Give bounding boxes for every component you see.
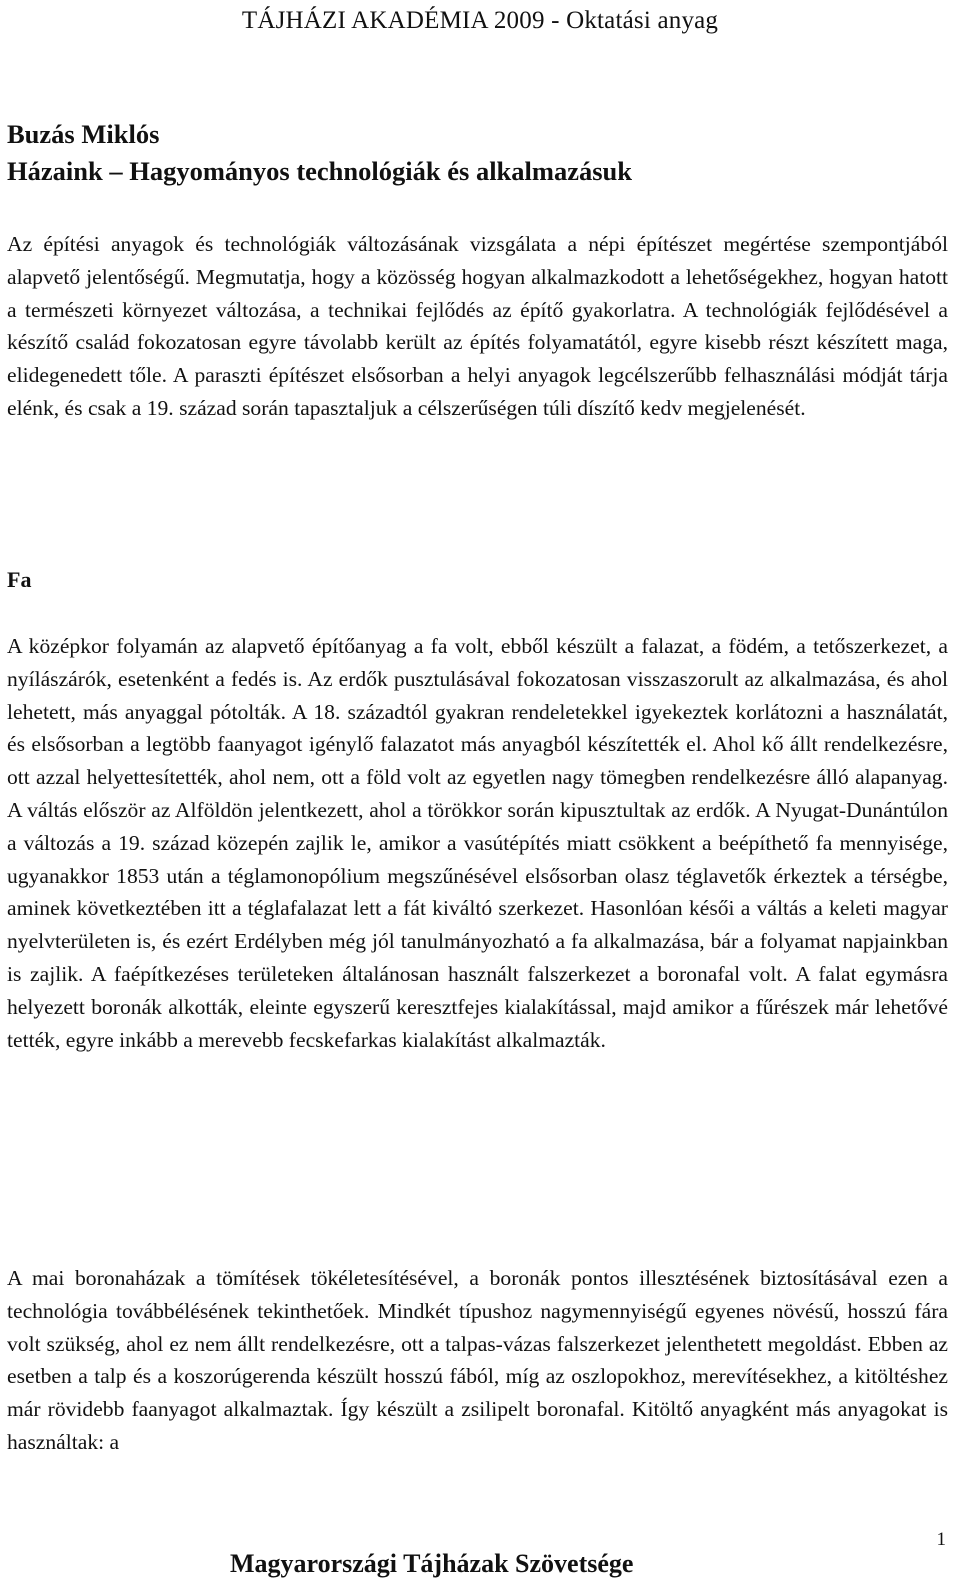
page-number: 1 (936, 1529, 946, 1550)
author-name: Buzás Miklós (7, 119, 160, 149)
section-heading-fa: Fa (7, 567, 32, 592)
footer-organization: Magyarországi Tájházak Szövetsége (230, 1549, 634, 1578)
article-title-block (7, 116, 951, 190)
intro-paragraph: Az építési anyagok és technológiák változásának vizsgálata a népi építészet megértése szempontjából alapvető jelentőségű. Megmutatja, hogy a közösség hogyan alkalmazkodott a lehetőségekhez, hogyan hatott a természeti környezet változása, a technikai fejlődés az építő gyakorlatra. A technológiák fejlődésével a készítő család fokozatosan egyre távolabb került az építés folyamatától, egyre kisebb részt készített maga, elidegenedett tőle. A paraszti építészet elsősorban a helyi anyagok legcélszerűbb felhasználási módját tárja elénk, és csak a 19. század során tapasztaljuk a célszerűségen túli díszítő kedv megjelenését. (7, 232, 948, 420)
article-title: Házaink – Hagyományos technológiák és alkalmazásuk (7, 156, 633, 186)
running-header: TÁJHÁZI AKADÉMIA 2009 - Oktatási anyag (241, 7, 719, 34)
paragraph-boronahazak: A mai boronaházak a tömítések tökéletesítésével, a boronák pontos illesztésének biztosításával ezen a technológia továbbélésének tekinthetőek. Mindkét típushoz nagymennyiségű egyenes növésű, hosszú fára volt szükség, ahol ez nem állt rendelkezésre, ott a talpas-vázas falszerkezet jelenthetett megoldást. Ebben az esetben a talp és a koszorúgerenda készült hosszú fából, míg az oszlopokhoz, merevítésekhez, a kitöltéshez már rövidebb faanyagot alkalmaztak. Így készült a zsilipelt boronafal. Kitöltő anyagként más anyagokat is használtak: a (7, 1266, 948, 1454)
paragraph-fa: A középkor folyamán az alapvető építőanyag a fa volt, ebből készült a falazat, a födém, a tetőszerkezet, a nyílászárók, esetenként a fedés is. Az erdők pusztulásával fokozatosan visszaszorult az alkalmazása, és ahol lehetett, más anyaggal pótolták. A 18. századtól gyakran rendeletekkel igyekeztek korlátozni a használatát, és elsősorban a legtöbb faanyagot igénylő falazatot más anyagból készítették el. Ahol kő állt rendelkezésre, ott azzal helyettesítették, ahol nem, ott a föld volt az egyetlen nagy tömegben rendelkezésre álló alapanyag. A váltás először az Alföldön jelentkezett, ahol a törökkor során kipusztultak az erdők. A Nyugat-Dunántúlon a változás a 19. század közepén zajlik le, amikor a vasútépítés miatt csökkent a beépíthető fa mennyisége, ugyanakkor 1853 után a téglamonopólium megszűnésével elsősorban olasz téglavetők érkeztek a térségbe, aminek következtében itt a téglafalazat lett a fát kiváltó szerkezet. Hasonlóan késői a váltás a keleti magyar nyelvterületen is, és ezért Erdélyben még jól tanulmányozható a fa alkalmazása, bár a folyamat napjainkban is zajlik. A faépítkezéses területeken általánosan használt falszerkezet a boronafal volt. A falat egymásra helyezett boronák alkották, eleinte egyszerű keresztfejes kialakítással, majd amikor a fűrészek már lehetővé tették, egyre inkább a merevebb fecskefarkas kialakítást alkalmazták. (7, 634, 948, 1052)
